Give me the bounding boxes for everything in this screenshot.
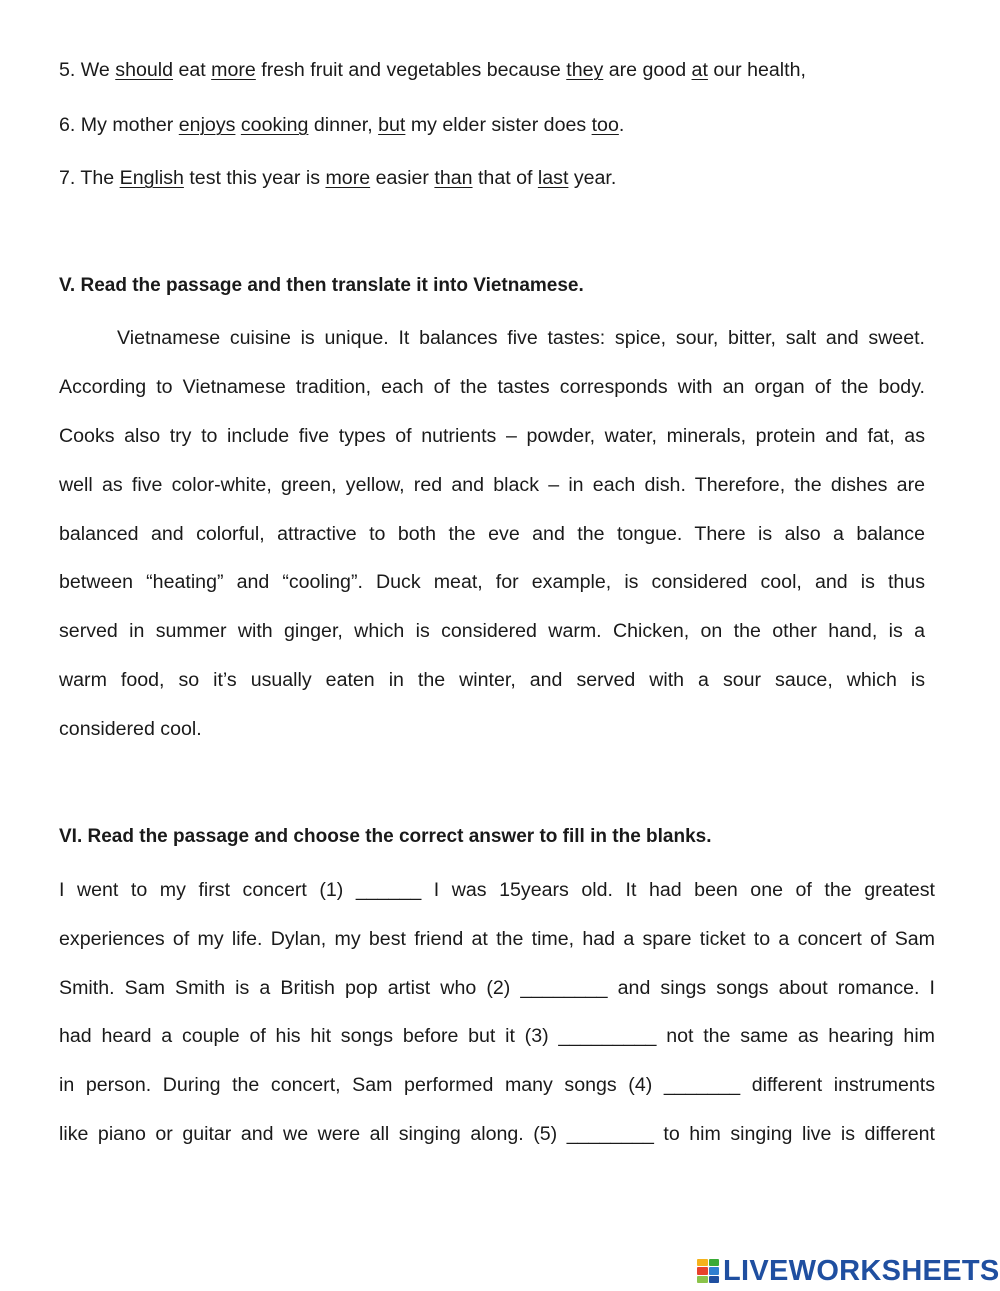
passage-vi-line: experiences of my life. Dylan, my best friend at the time, had a spare ticket to a concert of Sam [59, 928, 935, 950]
item-7: 7. The English test this year is more easier than that of last year. [59, 167, 617, 189]
logo-square [697, 1276, 708, 1283]
passage-vi-line: I went to my first concert (1) ______ I was 15years old. It had been one of the greatest [59, 879, 935, 901]
passage-vi-line: had heard a couple of his hit songs before but it (3) _________ not the same as hearing him [59, 1025, 935, 1047]
passage-v-line: According to Vietnamese tradition, each of the tastes corresponds with an organ of the body. [59, 376, 925, 398]
passage-v-line: Vietnamese cuisine is unique. It balances five tastes: spice, sour, bitter, salt and sweet. [117, 327, 925, 349]
section-v-heading: V. Read the passage and then translate it into Vietnamese. [59, 275, 584, 296]
logo-square [697, 1259, 708, 1266]
liveworksheets-logo [697, 1255, 1000, 1287]
logo-square [709, 1259, 720, 1266]
item-6: 6. My mother enjoys cooking dinner, but my elder sister does too. [59, 114, 625, 136]
passage-v-line: considered cool. [59, 718, 202, 740]
passage-v-line: between “heating” and “cooling”. Duck meat, for example, is considered cool, and is thus [59, 571, 925, 593]
passage-v-line: served in summer with ginger, which is considered warm. Chicken, on the other hand, is a [59, 620, 925, 642]
passage-v-line: balanced and colorful, attractive to both the eve and the tongue. There is also a balance [59, 523, 925, 545]
logo-square [697, 1267, 708, 1274]
passage-v-line: Cooks also try to include five types of nutrients – powder, water, minerals, protein and fat, as [59, 425, 925, 447]
passage-vi-line: Smith. Sam Smith is a British pop artist who (2) ________ and sings songs about romance. I [59, 977, 935, 999]
logo-text: LIVEWORKSHEETS [723, 1254, 1000, 1287]
logo-square [709, 1276, 720, 1283]
item-5: 5. We should eat more fresh fruit and vegetables because they are good at our health, [59, 59, 806, 81]
passage-v-line: well as five color-white, green, yellow, red and black – in each dish. Therefore, the dishes are [59, 474, 925, 496]
passage-vi-line: like piano or guitar and we were all singing along. (5) ________ to him singing live is different [59, 1123, 935, 1145]
section-vi-heading: VI. Read the passage and choose the correct answer to fill in the blanks. [59, 826, 712, 847]
passage-vi-line: in person. During the concert, Sam performed many songs (4) _______ different instruments [59, 1074, 935, 1096]
logo-square [709, 1267, 720, 1274]
passage-v-line: warm food, so it’s usually eaten in the winter, and served with a sour sauce, which is [59, 669, 925, 691]
logo-mark-icon [697, 1259, 719, 1283]
